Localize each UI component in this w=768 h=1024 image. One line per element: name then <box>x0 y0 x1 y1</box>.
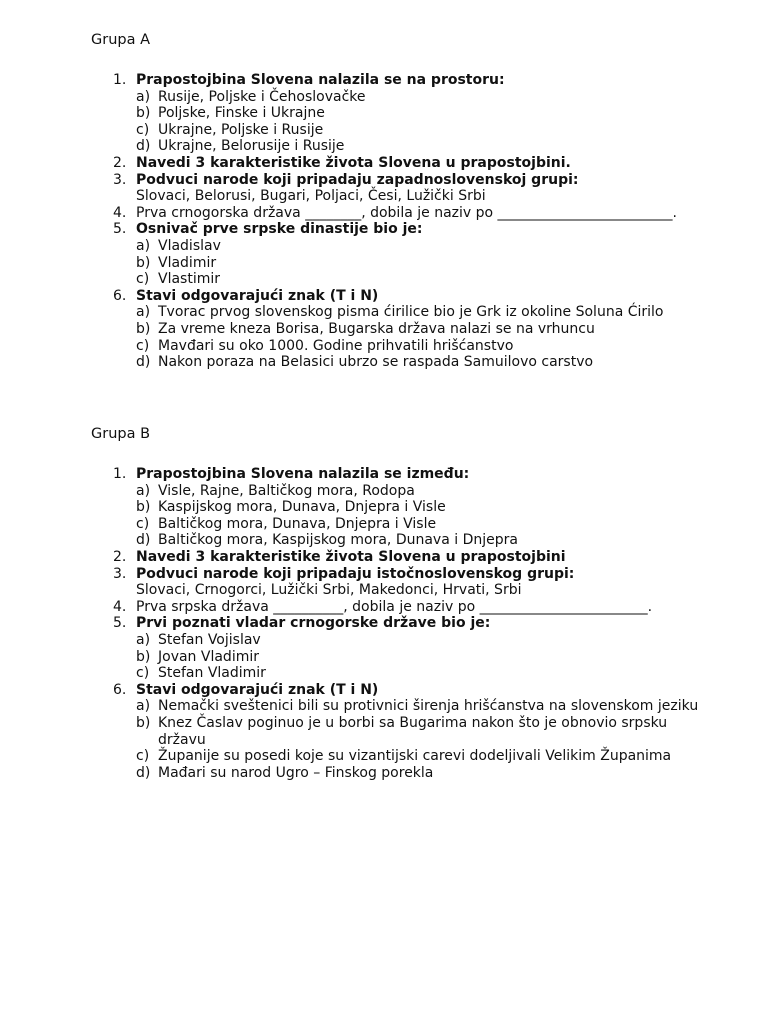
option-list <box>136 698 701 781</box>
question-number: 5. <box>113 221 127 238</box>
question-text: Podvuci narode koji pripadaju istočnoslovenskog grupi: <box>136 565 575 582</box>
option-letter: c) <box>136 515 150 532</box>
option-text: Poljske, Finske i Ukrajne <box>158 105 325 122</box>
option-item <box>136 748 701 765</box>
option-text: Jovan Vladimir <box>158 648 259 665</box>
option-letter: c) <box>136 271 150 288</box>
group-b-title: Grupa B <box>91 426 151 442</box>
option-item <box>136 304 701 321</box>
option-text: Rusije, Poljske i Čehoslovačke <box>158 88 366 105</box>
question-number: 4. <box>113 598 127 615</box>
option-letter: a) <box>136 698 151 715</box>
option-text: Vladimir <box>158 254 217 271</box>
question-text: Navedi 3 karakteristike života Slovena u prapostojbini <box>136 548 566 565</box>
option-list <box>136 238 701 288</box>
question-number: 6. <box>113 287 127 304</box>
question-text: Podvuci narode koji pripadaju zapadnoslovenskoj grupi: <box>136 171 579 188</box>
option-text: Vladislav <box>158 237 221 254</box>
option-list <box>136 483 701 549</box>
option-letter: b) <box>136 254 151 271</box>
option-letter: b) <box>136 714 151 731</box>
option-text: Mavđari su oko 1000. Godine prihvatili hrišćanstvo <box>158 337 514 354</box>
option-item <box>136 89 701 106</box>
question-number: 2. <box>113 548 127 565</box>
option-letter: d) <box>136 764 151 781</box>
option-letter: c) <box>136 337 150 354</box>
option-text: Stefan Vojislav <box>158 631 261 648</box>
option-item <box>136 138 701 155</box>
option-text: Ukrajne, Belorusije i Rusije <box>158 138 345 155</box>
option-item <box>136 649 701 666</box>
option-text: Baltičkog mora, Dunava, Dnjepra i Visle <box>158 515 437 532</box>
option-letter: b) <box>136 105 151 122</box>
option-item <box>136 238 701 255</box>
option-text: Vlastimir <box>158 271 221 288</box>
option-item <box>136 632 701 649</box>
question-number: 3. <box>113 171 127 188</box>
option-list <box>136 304 701 370</box>
group-a-question-2 <box>91 155 701 172</box>
option-letter: c) <box>136 665 150 682</box>
option-item <box>136 122 701 139</box>
option-item <box>136 321 701 338</box>
option-text: Mađari su narod Ugro – Finskog porekla <box>158 764 434 781</box>
group-a-section <box>91 31 701 371</box>
option-item <box>136 255 701 272</box>
option-list <box>136 89 701 155</box>
question-text: Prva crnogorska država ________, dobila je naziv po _________________________. <box>136 204 677 221</box>
option-text: Nakon poraza na Belasici ubrzo se raspada Samuilovo carstvo <box>158 354 594 371</box>
question-number: 5. <box>113 615 127 632</box>
question-text: Prapostojbina Slovena nalazila se na prostoru: <box>136 72 505 88</box>
option-letter: c) <box>136 748 150 765</box>
option-item <box>136 665 701 682</box>
option-letter: c) <box>136 121 150 138</box>
question-number: 2. <box>113 154 127 171</box>
option-text: Knez Časlav poginuo je u borbi sa Bugarima nakon što je obnovio srpsku državu <box>158 714 668 748</box>
option-letter: b) <box>136 648 151 665</box>
option-text: Županije su posedi koje su vizantijski carevi dodeljivali Velikim Županima <box>158 748 672 765</box>
group-b-question-5 <box>91 615 701 681</box>
option-item <box>136 354 701 371</box>
option-item <box>136 105 701 122</box>
option-letter: a) <box>136 88 151 105</box>
option-text: Kaspijskog mora, Dunava, Dnjepra i Visle <box>158 499 446 516</box>
group-a-question-6 <box>91 288 701 371</box>
group-a-question-3 <box>91 172 701 205</box>
option-text: Nemački sveštenici bili su protivnici širenja hrišćanstva na slovenskom jeziku <box>158 698 699 715</box>
option-text: Tvorac prvog slovenskog pisma ćirilice bio je Grk iz okoline Soluna Ćirilo <box>158 304 664 321</box>
question-number: 6. <box>113 681 127 698</box>
option-item <box>136 338 701 355</box>
group-b-question-1 <box>91 466 701 549</box>
question-number: 1. <box>113 72 127 88</box>
question-number: 3. <box>113 565 127 582</box>
question-text: Stavi odgovarajući znak (T i N) <box>136 287 379 304</box>
option-letter: a) <box>136 482 151 499</box>
question-text: Prapostojbina Slovena nalazila se između: <box>136 466 470 482</box>
option-item <box>136 499 701 516</box>
option-item <box>136 698 701 715</box>
group-b-question-6 <box>91 682 701 782</box>
option-item <box>136 532 701 549</box>
option-text: Ukrajne, Poljske i Rusije <box>158 121 324 138</box>
option-letter: d) <box>136 138 151 155</box>
question-text: Navedi 3 karakteristike života Slovena u prapostojbini. <box>136 154 571 171</box>
question-text: Osnivač prve srpske dinastije bio je: <box>136 221 423 238</box>
option-item <box>136 483 701 500</box>
question-text: Prva srpska država __________, dobila je naziv po ________________________. <box>136 598 653 615</box>
question-text: Stavi odgovarajući znak (T i N) <box>136 681 379 698</box>
group-a-question-1 <box>91 72 701 155</box>
option-text: Za vreme kneza Borisa, Bugarska država nalazi se na vrhuncu <box>158 320 595 337</box>
option-list <box>136 632 701 682</box>
peoples-list: Slovaci, Crnogorci, Lužički Srbi, Makedonci, Hrvati, Srbi <box>136 582 522 599</box>
option-item <box>136 271 701 288</box>
question-number: 1. <box>113 466 127 482</box>
group-a-question-5 <box>91 221 701 287</box>
group-a-question-4 <box>91 205 701 222</box>
option-letter: d) <box>136 354 151 371</box>
question-text: Prvi poznati vladar crnogorske države bio je: <box>136 615 491 632</box>
option-item <box>136 516 701 533</box>
option-letter: d) <box>136 532 151 549</box>
group-a-title: Grupa A <box>91 32 151 48</box>
option-item <box>136 765 701 782</box>
question-number: 4. <box>113 204 127 221</box>
group-b-section <box>91 425 701 781</box>
option-letter: b) <box>136 320 151 337</box>
option-letter: a) <box>136 631 151 648</box>
option-text: Stefan Vladimir <box>158 665 266 682</box>
option-text: Visle, Rajne, Baltičkog mora, Rodopa <box>158 482 415 499</box>
option-letter: a) <box>136 304 151 321</box>
option-text: Baltičkog mora, Kaspijskog mora, Dunava i Dnjepra <box>158 532 518 549</box>
group-b-question-3 <box>91 566 701 599</box>
group-b-question-2 <box>91 549 701 566</box>
option-item <box>136 715 701 748</box>
option-letter: a) <box>136 237 151 254</box>
option-letter: b) <box>136 499 151 516</box>
group-b-question-4 <box>91 599 701 616</box>
peoples-list: Slovaci, Belorusi, Bugari, Poljaci, Česi, Lužički Srbi <box>136 188 486 205</box>
